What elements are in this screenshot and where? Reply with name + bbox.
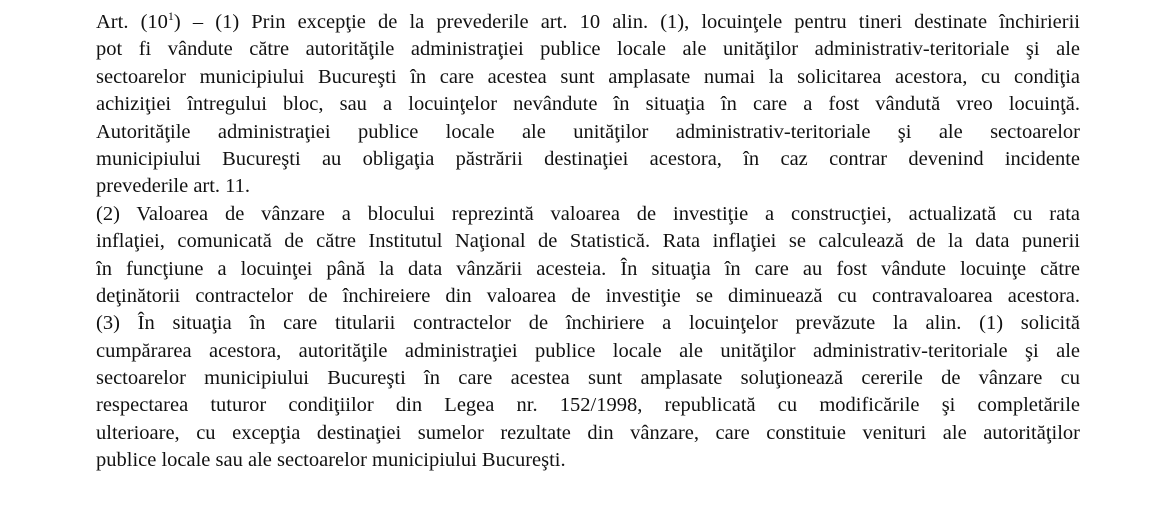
text-line-15: respectarea tuturor condiţiilor din Legea nr. 152/1998, republicată cu modificările şi completările <box>96 394 1080 417</box>
text-line-1 <box>96 9 1080 36</box>
text-line-5: Autorităţile administraţiei publice locale ale unităţilor administrativ-teritoriale şi ale sectoarelor <box>96 120 1080 143</box>
article-heading <box>96 11 215 33</box>
text-line-2: pot fi vândute către autorităţile administraţiei publice locale ale unităţilor administrativ-teritoriale şi ale <box>96 38 1080 61</box>
text-line-6: municipiului Bucureşti au obligaţia păstrării destinaţiei acestora, în caz contrar devenind incidente <box>96 147 1080 170</box>
text-line-14: sectoarelor municipiului Bucureşti în care acestea sunt amplasate soluţionează cererile de vânzare cu <box>96 367 1080 390</box>
text-line-10: în funcţiune a locuinţei până la data vânzării acesteia. În situaţia în care au fost vândute locuinţe către <box>96 257 1080 280</box>
text-line-4: achiziţiei întregului bloc, sau a locuinţelor nevândute în situaţia în care a fost vândută vreo locuinţă. <box>96 93 1080 116</box>
text-line-11: deţinătorii contractelor de închireiere din valoarea de investiţie se diminuează cu contravaloarea acestora. <box>96 284 1080 307</box>
text-line-12: (3) În situaţia în care titularii contractelor de închiriere a locuinţelor prevăzute la alin. (1) solicită <box>96 312 1080 335</box>
article-heading-prefix: Art. (10 <box>96 11 168 33</box>
text-line-9: inflaţiei, comunicată de către Institutul Naţional de Statistică. Rata inflaţiei se calculează de la data punerii <box>96 230 1080 253</box>
article-text <box>96 9 1080 475</box>
text-line-16: ulterioare, cu excepţia destinaţiei sumelor rezultate din vânzare, care constituie venituri ale autorităţilor <box>96 421 1080 444</box>
text-line-3: sectoarelor municipiului Bucureşti în care acestea sunt amplasate numai la solicitarea acestora, cu condiţia <box>96 65 1080 88</box>
text-line-7: prevederile art. 11. <box>96 175 251 198</box>
text-line-17: publice locale sau ale sectoarelor municipiului Bucureşti. <box>96 449 566 472</box>
article-heading-suffix: ) – <box>173 11 216 33</box>
text-line-13: cumpărarea acestora, autorităţile administraţiei publice locale ale unităţilor administrativ-teritoriale şi ale <box>96 339 1080 362</box>
text-line-1-body: (1) Prin excepţie de la prevederile art. 10 alin. (1), locuinţele pentru tineri destinate închirierii <box>215 11 1080 33</box>
text-line-8: (2) Valoarea de vânzare a blocului reprezintă valoarea de investiţie a construcţiei, actualizată cu rata <box>96 202 1080 225</box>
article-heading-sup: 1 <box>167 9 174 23</box>
